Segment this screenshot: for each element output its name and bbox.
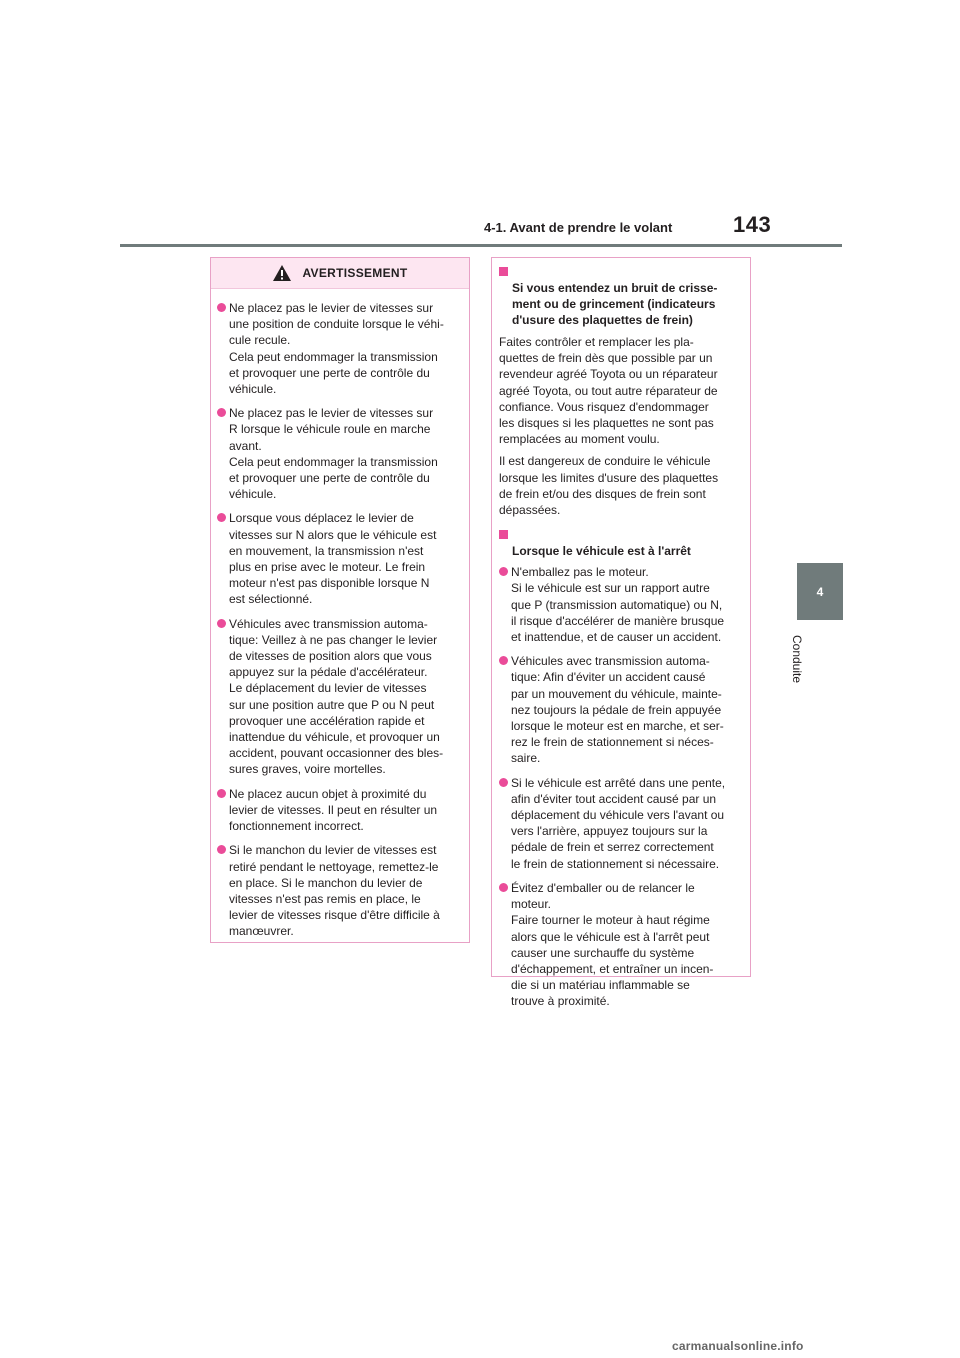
paragraph: Il est dangereux de conduire le véhicule lorsque les limites d'usure des plaquettes de frein et/ou des disques de frein sont dépassées. (499, 454, 719, 518)
warning-header (211, 258, 469, 289)
paragraph: Faites contrôler et remplacer les pla- quettes de frein dès que possible par un revendeur agréé Toyota ou un réparateur agréé Toyota, ou tout autre réparateur de confiance. Vous risquez d'endommager les disques si les plaquettes ne sont pas remplacées au moment voulu. (499, 335, 718, 447)
bullet-icon (499, 656, 508, 665)
list-item-text: Évitez d'emballer ou de relancer le moteur. Faire tourner le moteur à haut régime alors que le véhicule est à l'arrêt peut causer une surchauffe du système d'échappement, et entraîner un incen- die si un matériau inflammable se trouve à proximité. (511, 880, 714, 1009)
section-title: 4-1. Avant de prendre le volant (484, 220, 673, 235)
page-number: 143 (733, 212, 772, 237)
square-marker-icon (499, 267, 508, 276)
header-rule (120, 244, 842, 247)
watermark[interactable]: carmanualsonline.info (672, 1339, 804, 1353)
warning-item-text: Lorsque vous déplacez le levier de vitesses sur N alors que le véhicule est en mouvement, la transmission n'est plus en prise avec le moteur. Le frein moteur n'est pas disponible lorsque N est sélectionné. (229, 511, 437, 607)
warning-item (217, 405, 463, 502)
bullet-icon (217, 619, 226, 628)
bullet-icon (499, 883, 508, 892)
bullet-icon (217, 408, 226, 417)
bullet-icon (217, 303, 226, 312)
warning-item (217, 842, 463, 939)
warning-title: AVERTISSEMENT (302, 266, 408, 280)
subheading-vehicle-stopped (499, 527, 743, 559)
chapter-label (781, 633, 813, 685)
list-item-text: Véhicules avec transmission automa- tique: Afin d'éviter un accident causé par un mouvement du véhicule, mainte- nez toujours la pédale de frein appuyée lorsque le moteur est en marche, et ser- rez le frein de stationnement si néces- saire. (511, 654, 724, 766)
chapter-label-text: Conduite (790, 634, 805, 684)
warning-item (217, 300, 463, 397)
bullet-icon (499, 567, 508, 576)
info-box (491, 257, 751, 1009)
warning-item-text: Ne placez pas le levier de vitesses sur R lorsque le véhicule roule en marche avant. Cela peut endommager la transmission et provoquer une perte de contrôle du véhicule. (229, 406, 438, 502)
subheading-brake-noise (499, 264, 743, 328)
bullet-icon (217, 513, 226, 522)
bullet-icon (217, 845, 226, 854)
list-item (499, 564, 743, 645)
list-item (499, 775, 743, 872)
list-item (499, 880, 743, 1010)
subheading-text: Si vous entendez un bruit de crisse- ment ou de grincement (indicateurs d'usure des plaquettes de frein) (512, 281, 718, 327)
list-item (499, 653, 743, 766)
warning-triangle-icon (272, 264, 292, 282)
warning-item (217, 510, 463, 607)
warning-item (217, 616, 463, 778)
warning-list (211, 289, 469, 940)
warning-item-text: Ne placez pas le levier de vitesses sur une position de conduite lorsque le véhi- cule recule. Cela peut endommager la transmission et provoquer une perte de contrôle du véhicule. (229, 301, 444, 397)
list-item-text: N'emballez pas le moteur. Si le véhicule est sur un rapport autre que P (transmission automatique) ou N, il risque d'accélérer de manière brusque et inattendue, et de causer un accident. (511, 565, 725, 645)
warning-item-text: Si le manchon du levier de vitesses est retiré pendant le nettoyage, remettez-le en place. Si le manchon du levier de vitesses n'est pas remis en place, le levier de vitesses risque d'être difficile à manœuvrer. (229, 843, 440, 939)
chapter-tab[interactable] (797, 563, 843, 620)
bullet-icon (217, 789, 226, 798)
warning-item-text: Véhicules avec transmission automa- tique: Veillez à ne pas changer le levier de vitesses de position alors que vous appuyez sur la pédale d'accélérateur. Le déplacement du levier de vitesses sur une position autre que P ou N peut provoquer une accélération rapide et inattendue du véhicule, et provoquer un accident, pouvant occasionner des bles- sures graves, voire mortelles. (229, 616, 444, 777)
warning-box (210, 257, 470, 943)
bullet-icon (499, 778, 508, 787)
warning-item (217, 786, 463, 835)
subheading-text: Lorsque le véhicule est à l'arrêt (512, 544, 691, 559)
list-item-text: Si le véhicule est arrêté dans une pente, afin d'éviter tout accident causé par un déplacement du véhicule vers l'avant ou vers l'arrière, appuyez toujours sur la pédale de frein et serrez correctement le frein de stationnement si nécessaire. (511, 775, 726, 871)
square-marker-icon (499, 530, 508, 539)
chapter-number: 4 (816, 584, 824, 599)
warning-item-text: Ne placez aucun objet à proximité du levier de vitesses. Il peut en résulter un fonctionnement incorrect. (229, 786, 438, 834)
